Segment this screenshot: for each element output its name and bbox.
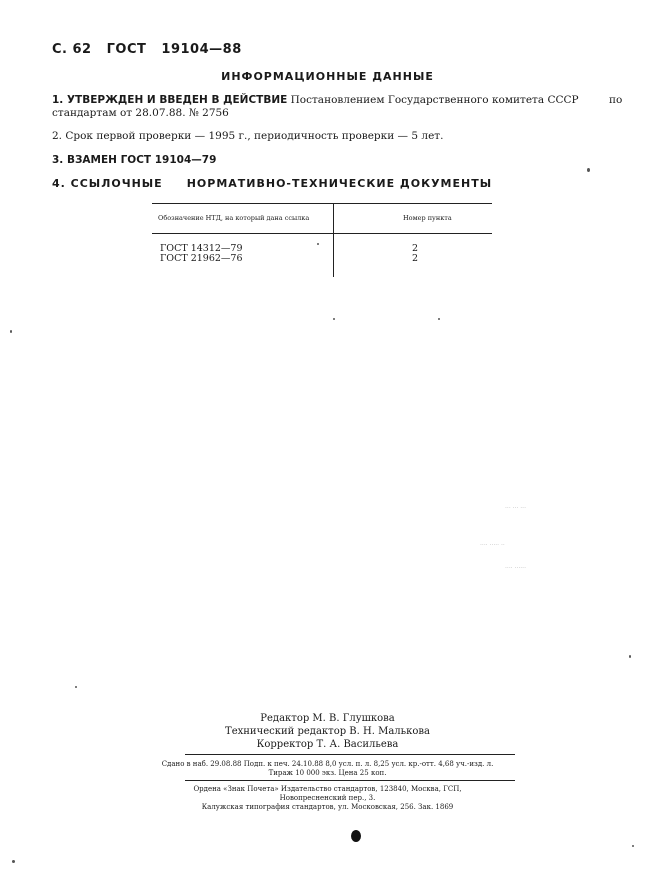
table-header-clause: Номер пункта: [403, 214, 452, 222]
table-header-rule: [152, 233, 492, 234]
table-cell-clause: 2: [412, 253, 419, 264]
table-cell-document: ГОСТ 21962—76: [160, 253, 243, 264]
item-2: 2. Срок первой проверки — 1995 г., периодичность проверки — 5 лет.: [52, 130, 444, 142]
scan-speck: [438, 318, 440, 320]
scan-speck: [587, 168, 590, 172]
credit-tech-editor: Технический редактор В. Н. Малькова: [225, 726, 430, 737]
table-cell-clause: 2: [412, 243, 419, 254]
scan-speck: [10, 330, 12, 333]
scan-speck: [333, 318, 335, 320]
item-4: [52, 177, 492, 191]
scan-speck: [629, 655, 631, 658]
item-1-continuation: стандартам от 28.07.88. № 2756: [52, 107, 229, 119]
imprint-line-3: Ордена «Знак Почета» Издательство стандартов, 123840, Москва, ГСП,: [193, 785, 462, 793]
bleed-through-mark: ···· ····· ··: [480, 542, 505, 549]
item-4-number: 4. ССЫЛОЧНЫЕ: [52, 177, 163, 190]
imprint-line-1: Сдано в наб. 29.08.88 Подп. к печ. 24.10.88 8,0 усл. п. л. 8,25 усл. кр.-отт. 4,68 уч.-изд. л.: [161, 760, 494, 768]
imprint-line-2: Тираж 10 000 экз. Цена 25 коп.: [268, 769, 387, 777]
table-header-document: Обозначение НТД, на который дана ссылка: [158, 214, 310, 222]
page-number: С. 62: [52, 42, 92, 57]
standard-number: 19104—88: [161, 42, 242, 57]
imprint-rule-top: [185, 754, 515, 755]
credit-editor: Редактор М. В. Глушкова: [260, 713, 395, 724]
standard-label: ГОСТ: [106, 42, 147, 57]
section-title: ИНФОРМАЦИОННЫЕ ДАННЫЕ: [221, 70, 434, 83]
table-cell-document: ГОСТ 14312—79: [160, 243, 243, 254]
scan-speck: [317, 243, 319, 245]
credit-proofreader: Корректор Т. А. Васильева: [256, 739, 399, 750]
scan-speck: [75, 686, 77, 688]
ink-blot: [351, 830, 361, 842]
scan-speck: [12, 860, 15, 863]
page-header: [52, 42, 252, 57]
table-row: [160, 253, 243, 264]
item-1-lead: 1. УТВЕРЖДЕН И ВВЕДЕН В ДЕЙСТВИЕ: [52, 94, 288, 106]
imprint-line-5: Калужская типография стандартов, ул. Московская, 256. Зак. 1869: [201, 803, 454, 811]
table-column-divider: [333, 203, 334, 277]
bleed-through-mark: ···· ······: [505, 565, 526, 572]
item-1: [52, 93, 579, 107]
imprint-line-4: Новопресненский пер., 3.: [279, 794, 376, 802]
scan-speck: [632, 845, 634, 847]
item-3-text: 3. ВЗАМЕН ГОСТ 19104—79: [52, 154, 217, 166]
item-3: [52, 153, 216, 167]
bleed-through-mark: ··· ··· ···: [505, 505, 526, 512]
item-1-text: Постановлением Государственного комитета СССР: [290, 94, 579, 106]
item-1-tail: по: [609, 94, 623, 106]
imprint-rule-bottom: [185, 780, 515, 781]
table-top-rule: [152, 203, 492, 204]
item-4-text: НОРМАТИВНО-ТЕХНИЧЕСКИЕ ДОКУМЕНТЫ: [186, 177, 493, 190]
